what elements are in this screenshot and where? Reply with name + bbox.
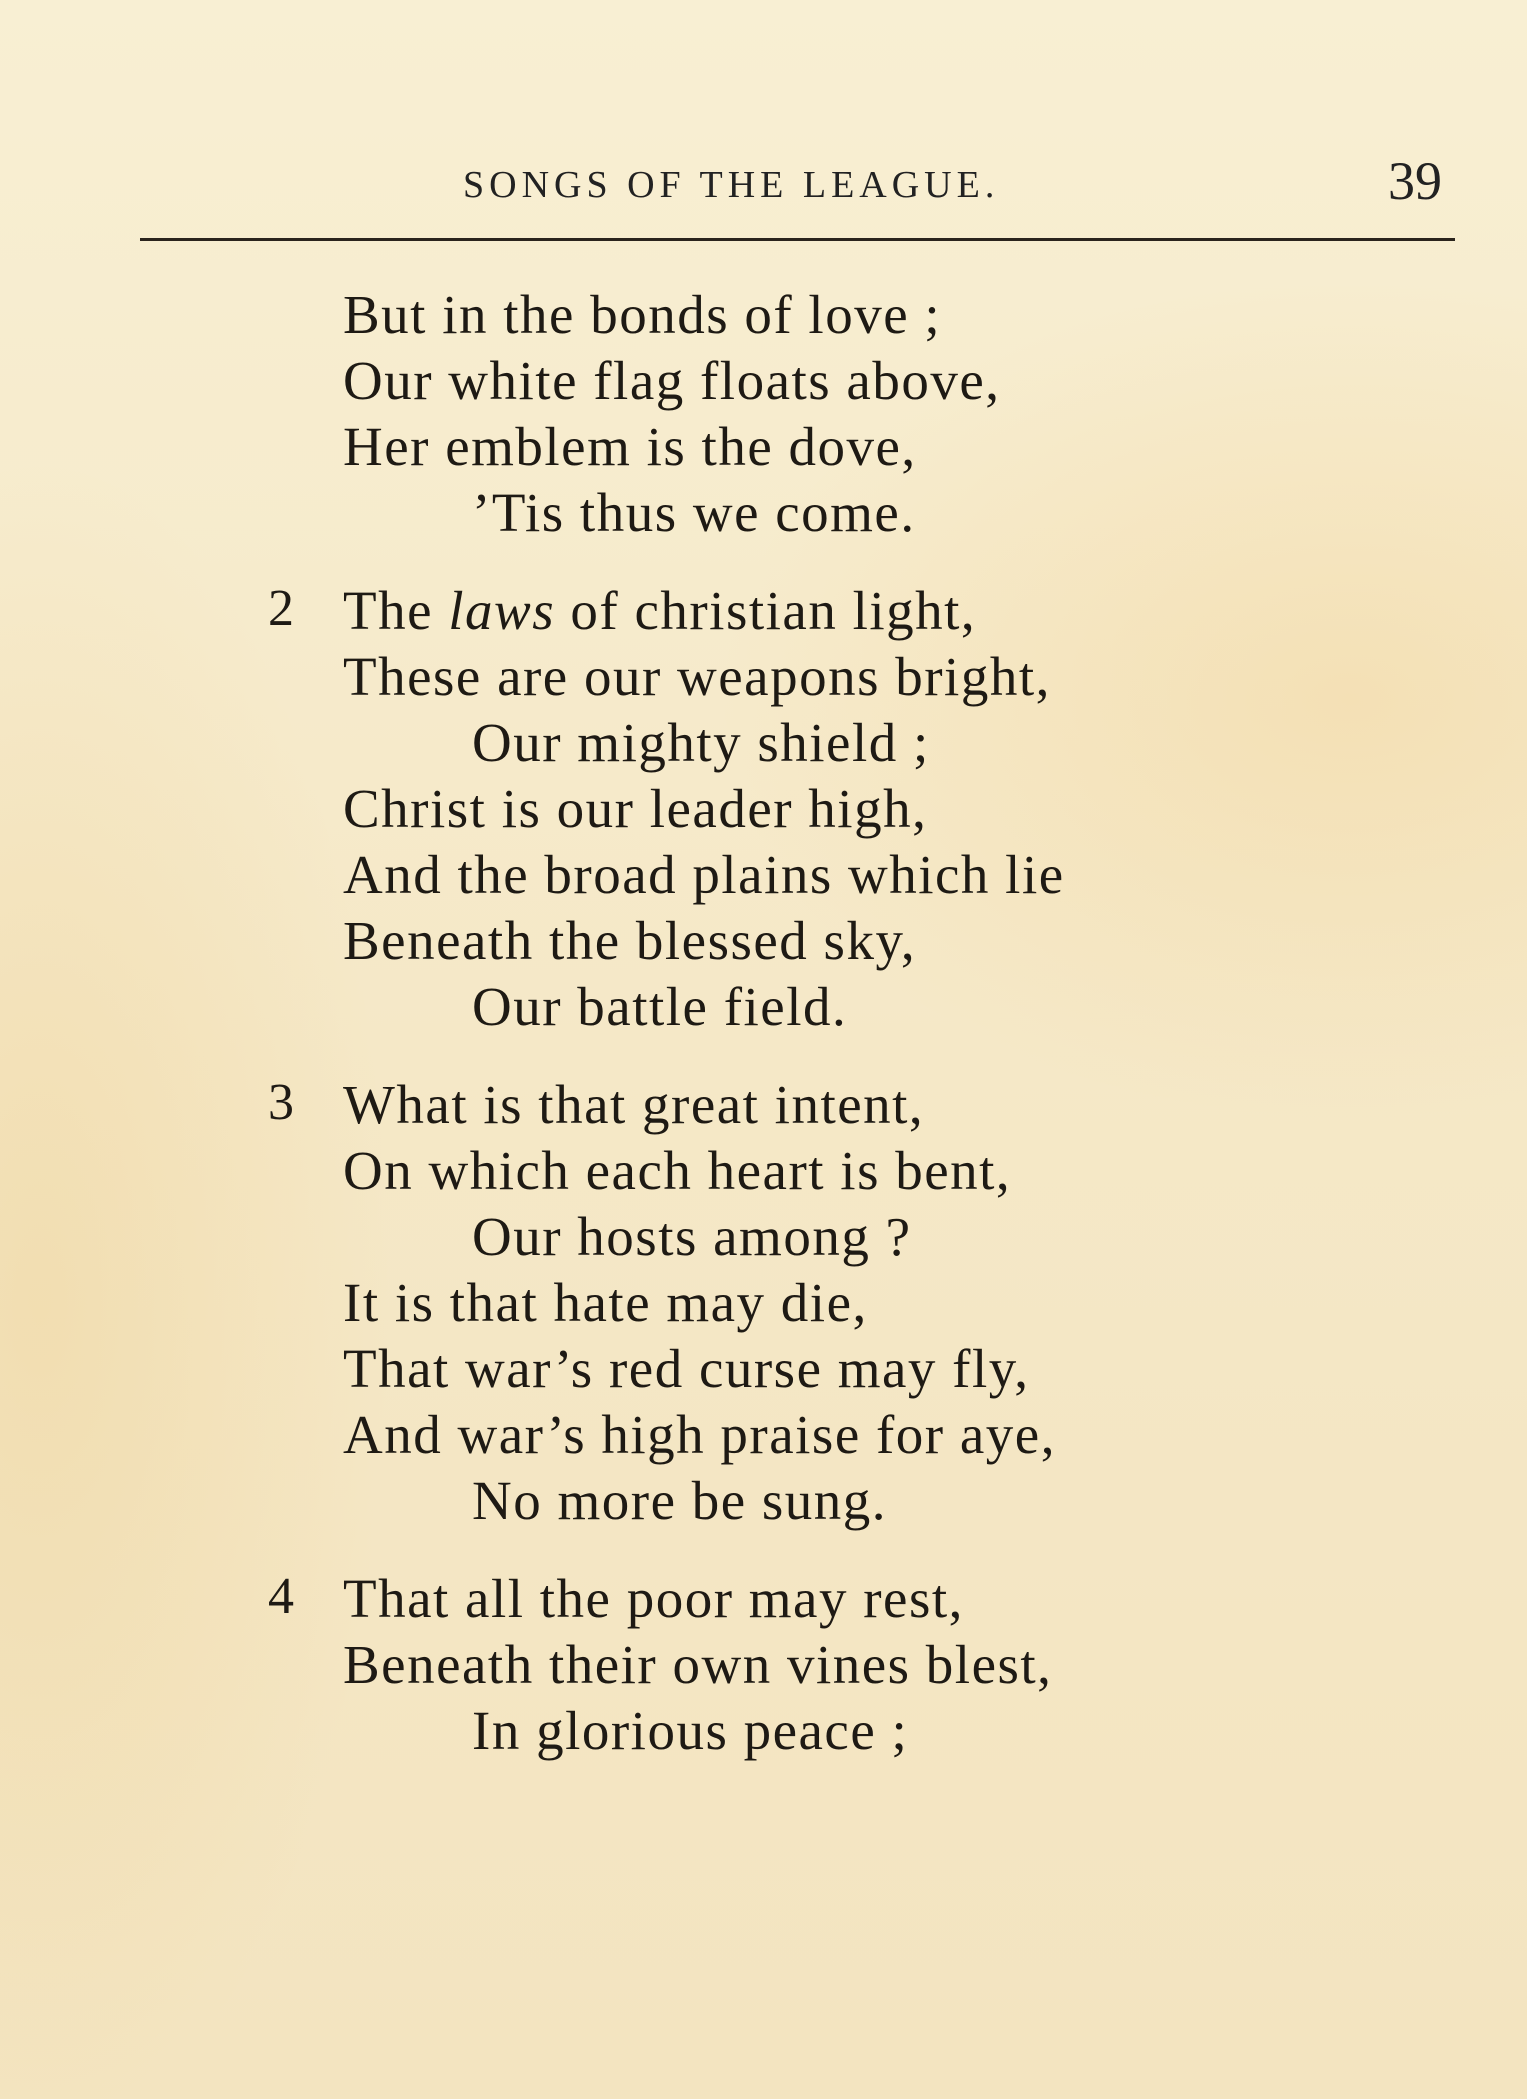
poem-line: In glorious peace ; [472, 1700, 909, 1761]
poem-line: On which each heart is bent, [343, 1140, 1012, 1201]
poem-line: Our battle field. [472, 976, 848, 1037]
poem-line: Our mighty shield ; [472, 712, 930, 773]
verse-number: 4 [268, 1568, 294, 1625]
poem-line: It is that hate may die, [343, 1272, 868, 1333]
emphasized-word: laws [448, 580, 556, 641]
verse-number: 3 [268, 1074, 294, 1131]
running-title: SONGS OF THE LEAGUE. [463, 164, 1000, 206]
line-text: The [343, 580, 449, 641]
poem-line: Christ is our leader high, [343, 778, 928, 839]
poem-line: ’Tis thus we come. [472, 482, 916, 543]
poem-line: These are our weapons bright, [343, 646, 1051, 707]
header-rule [140, 238, 1455, 241]
poem-line: Our white flag floats above, [343, 350, 1001, 411]
poem-line: And the broad plains which lie [343, 844, 1065, 905]
poem-line: Her emblem is the dove, [343, 416, 917, 477]
poem-line: That war’s red curse may fly, [343, 1338, 1030, 1399]
poem-line: Our hosts among ? [472, 1206, 912, 1267]
poem-line: Beneath the blessed sky, [343, 910, 917, 971]
poem-line: And war’s high praise for aye, [343, 1404, 1056, 1465]
poem-line: No more be sung. [472, 1470, 888, 1531]
poem-line: That all the poor may rest, [343, 1568, 964, 1629]
poem-line: Beneath their own vines blest, [343, 1634, 1053, 1695]
poem-line: What is that great intent, [343, 1074, 925, 1135]
poem-line: But in the bonds of love ; [343, 284, 942, 345]
line-text: of christian light, [555, 580, 977, 641]
verse-number: 2 [268, 580, 294, 637]
page-number: 39 [1388, 151, 1442, 211]
poem-line [343, 580, 977, 641]
